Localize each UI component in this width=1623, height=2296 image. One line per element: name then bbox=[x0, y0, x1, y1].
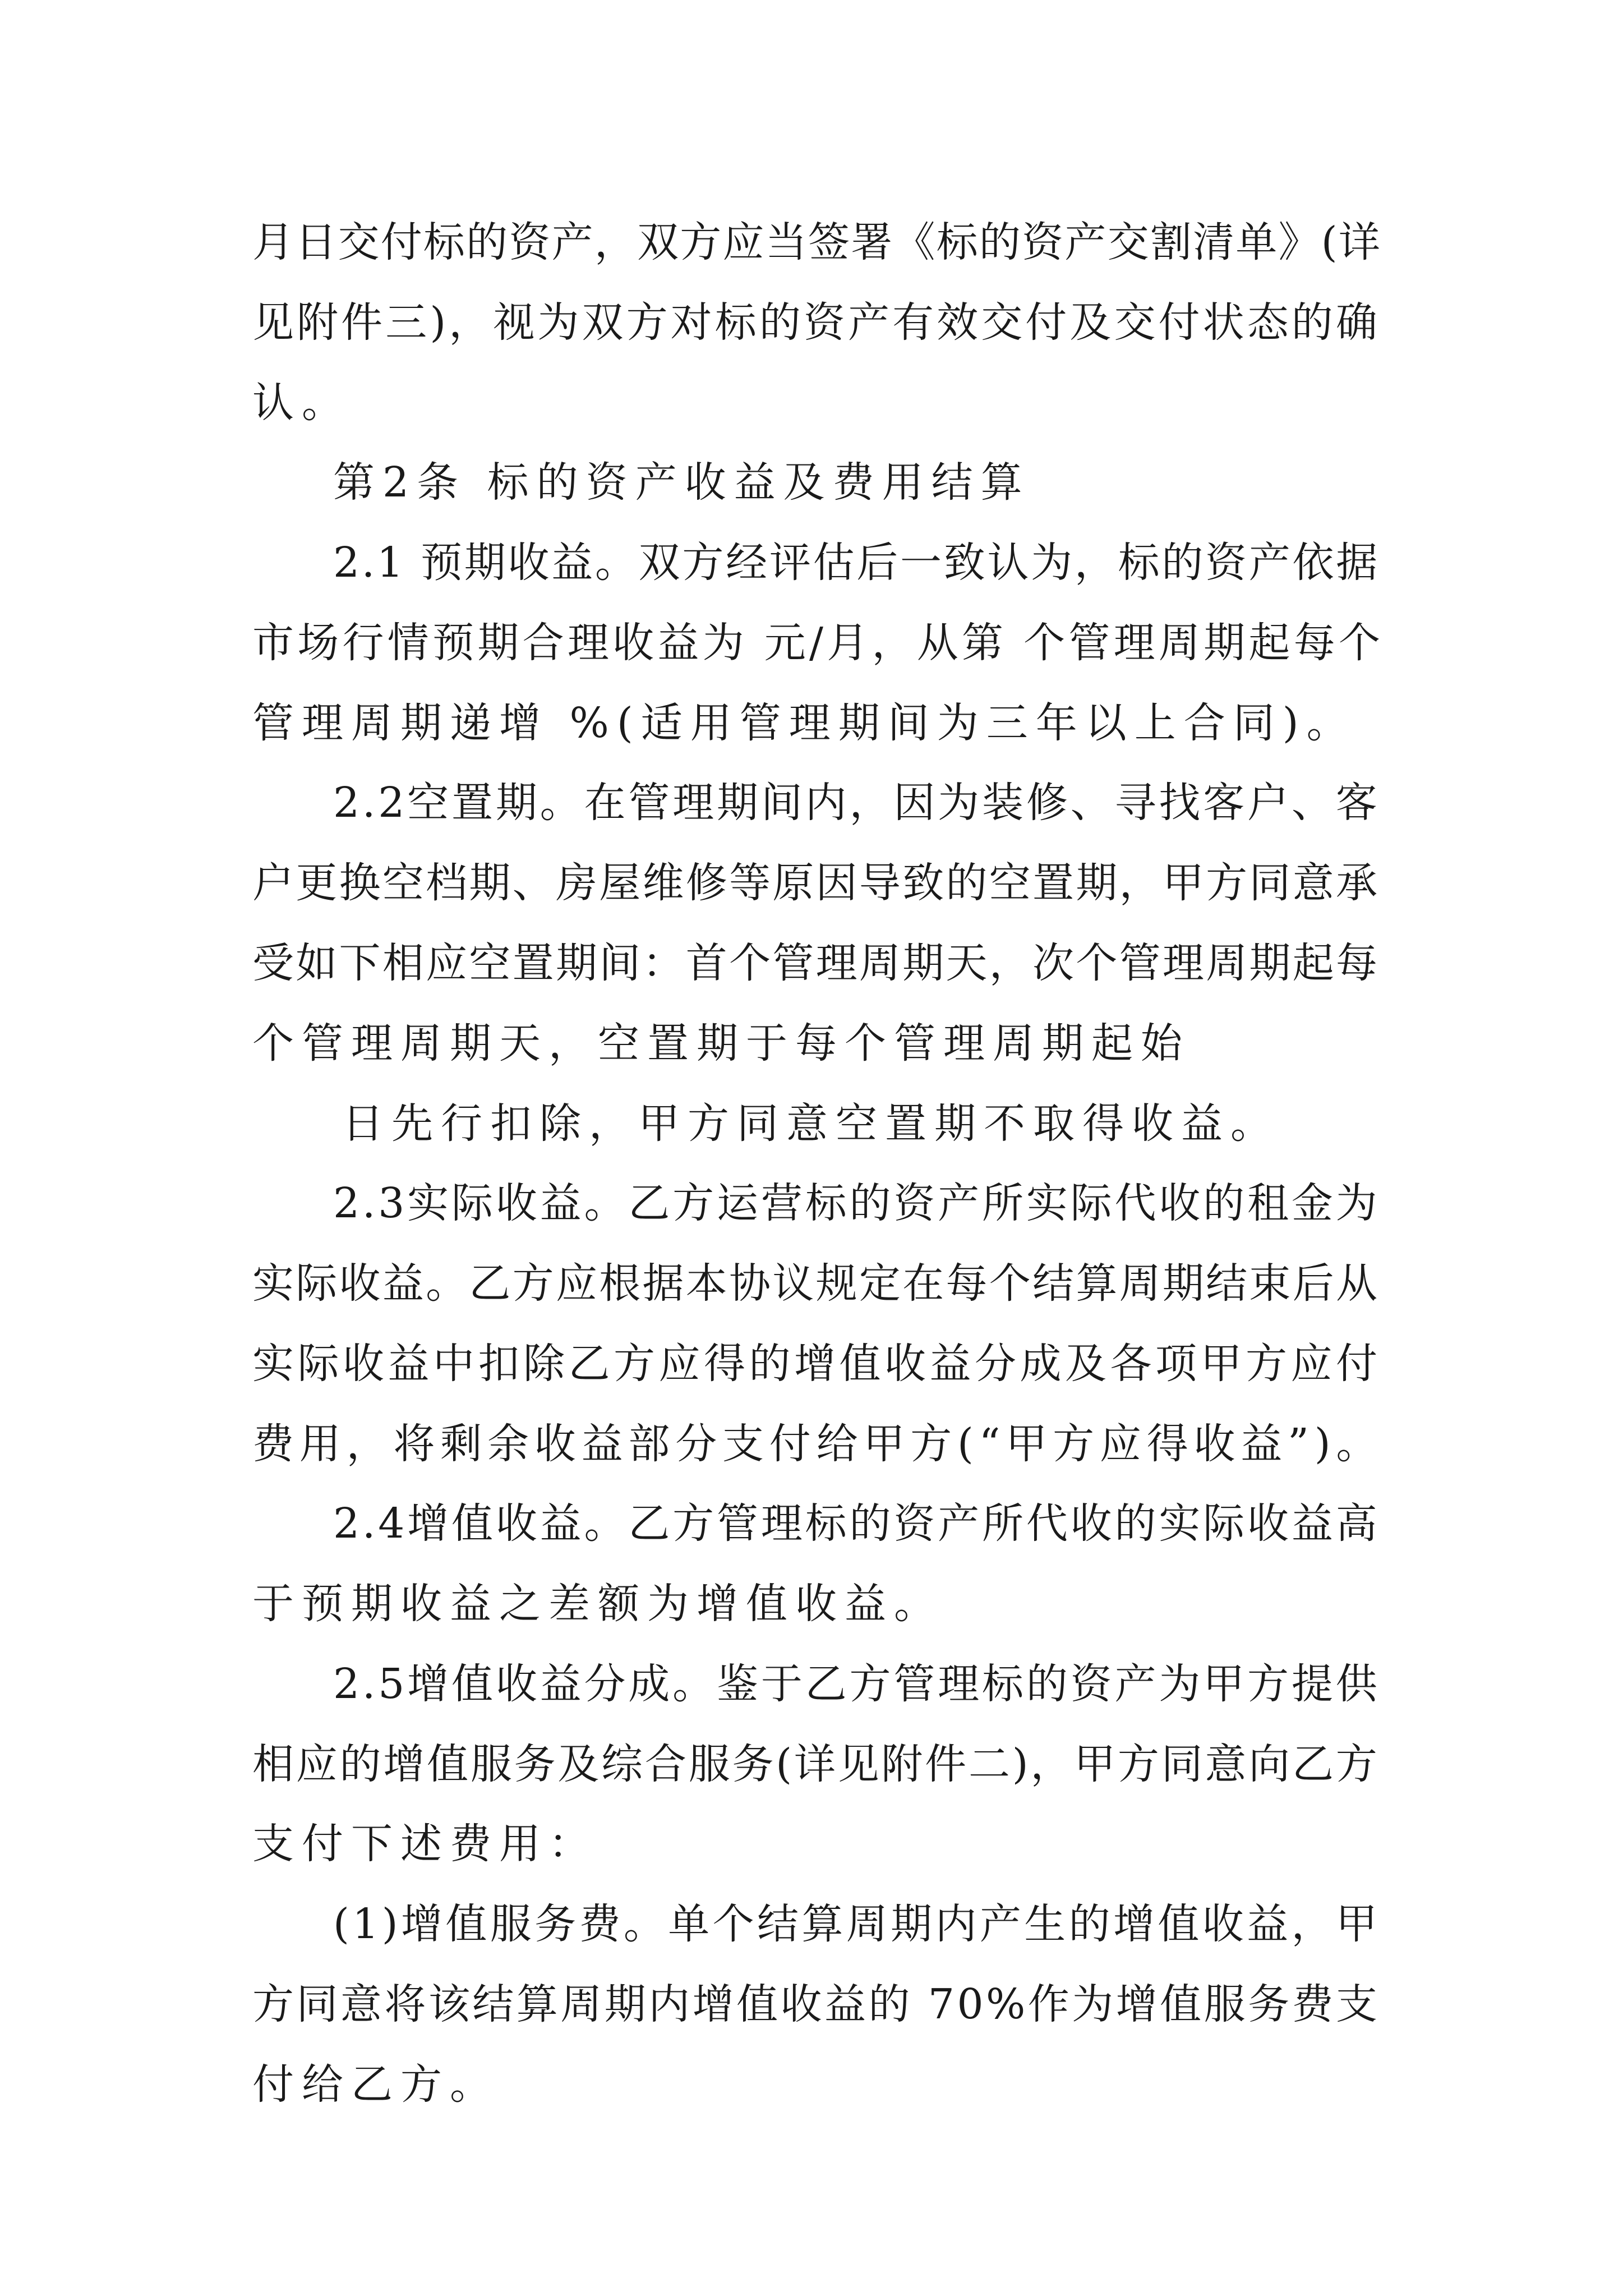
text-line: 于预期收益之差额为增值收益。 bbox=[252, 1580, 943, 1628]
text-line: 2.1 预期收益。双方经评估后一致认为，标的资产依据 bbox=[333, 539, 1380, 587]
text-line: 相应的增值服务及综合服务(详见附件二)，甲方同意向乙方 bbox=[252, 1740, 1380, 1788]
text-line: 2.4增值收益。乙方管理标的资产所代收的实际收益高 bbox=[333, 1499, 1380, 1548]
text-line: 见附件三)，视为双方对标的资产有效交付及交付状态的确 bbox=[252, 298, 1380, 347]
text-line: 费用，将剩余收益部分支付给甲方(“甲方应得收益”)。 bbox=[252, 1420, 1384, 1468]
text-line: 支付下述费用： bbox=[252, 1820, 598, 1868]
text-line: 受如下相应空置期间：首个管理周期天，次个管理周期起每 bbox=[252, 939, 1380, 987]
text-line: 实际收益中扣除乙方应得的增值收益分成及各项甲方应付 bbox=[252, 1340, 1381, 1388]
text-line: 户更换空档期、房屋维修等原因导致的空置期，甲方同意承 bbox=[252, 859, 1380, 907]
text-line: 月日交付标的资产，双方应当签署《标的资产交割清单》(详 bbox=[252, 218, 1382, 266]
text-line: 市场行情预期合理收益为 元/月，从第 个管理周期起每个 bbox=[252, 619, 1384, 667]
text-line: 日先行扣除，甲方同意空置期不取得收益。 bbox=[342, 1099, 1280, 1148]
text-line: 付给乙方。 bbox=[252, 2060, 499, 2109]
text-line: 认。 bbox=[252, 379, 351, 427]
text-line: 方同意将该结算周期内增值收益的 70%作为增值服务费支 bbox=[252, 1980, 1380, 2028]
section-heading: 第2条 标的资产收益及费用结算 bbox=[333, 458, 1030, 507]
text-line: 管理周期递增 %(适用管理期间为三年以上合同)。 bbox=[252, 699, 1356, 747]
text-line: 个管理周期天，空置期于每个管理周期起始 bbox=[252, 1019, 1190, 1068]
text-line: 2.2空置期。在管理期间内，因为装修、寻找客户、客 bbox=[333, 779, 1380, 827]
text-line: 2.3实际收益。乙方运营标的资产所实际代收的租金为 bbox=[333, 1179, 1380, 1227]
text-line: (1)增值服务费。单个结算周期内产生的增值收益，甲 bbox=[333, 1900, 1381, 1948]
text-line: 2.5增值收益分成。鉴于乙方管理标的资产为甲方提供 bbox=[333, 1660, 1380, 1708]
text-line: 实际收益。乙方应根据本协议规定在每个结算周期结束后从 bbox=[252, 1259, 1380, 1308]
